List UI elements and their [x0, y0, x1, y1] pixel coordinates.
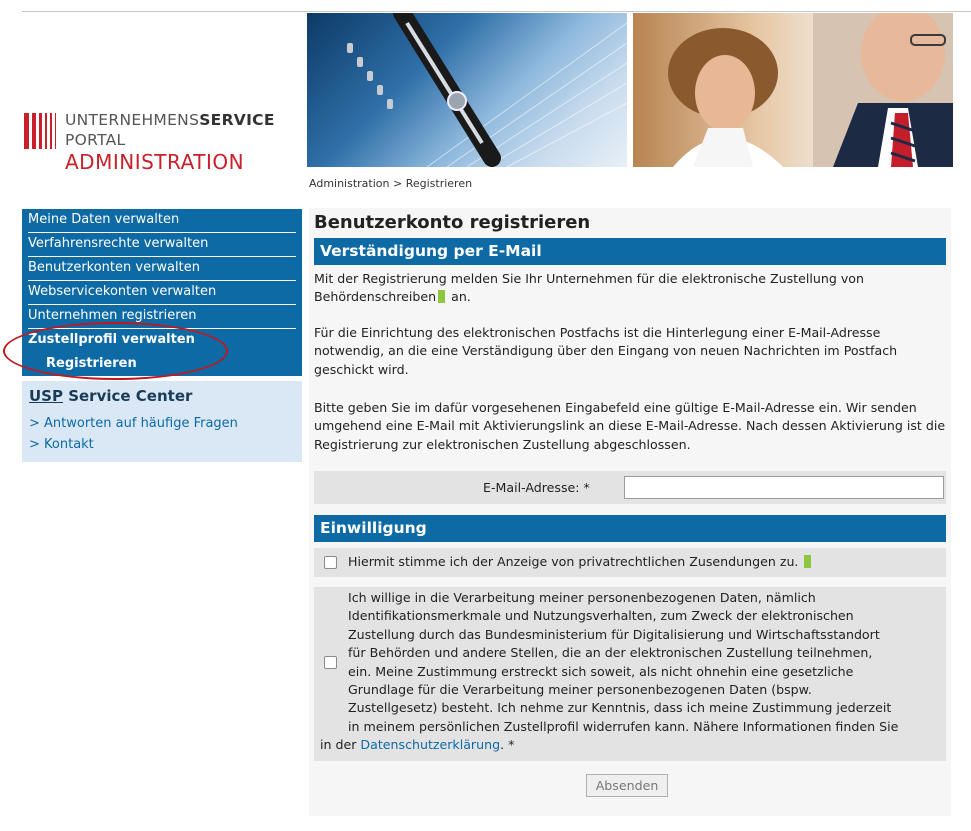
nav-item-benutzerkonten[interactable]: Benutzerkonten verwalten	[28, 257, 296, 281]
intro-paragraph: Mit der Registrierung melden Sie Ihr Unternehmen für die elektronische Zustellung von Behördenschreiben an.	[314, 271, 864, 305]
postfach-paragraph: Für die Einrichtung des elektronischen Postfachs ist die Hinterlegung einer E-Mail-Adresse notwendig, an die eine Verständigung über den Eingang von neuen Nachrichten im Postfach geschickt wird.	[314, 325, 898, 377]
info-icon-consent[interactable]	[804, 555, 811, 568]
nav-item-unternehmen-registrieren[interactable]: Unternehmen registrieren	[28, 305, 296, 329]
section-header-consent: Einwilligung	[314, 515, 946, 542]
breadcrumb[interactable]: Administration > Registrieren	[309, 177, 473, 190]
submit-button[interactable]: Absenden	[586, 774, 668, 797]
faq-link[interactable]: > Antworten auf häufige Fragen	[29, 416, 238, 431]
left-navigation	[22, 209, 302, 376]
section-header-email: Verständigung per E-Mail	[314, 238, 946, 265]
privacy-policy-link[interactable]: Datenschutzerklärung	[360, 737, 501, 752]
logo-line2: PORTAL	[65, 131, 126, 149]
portal-logo[interactable]	[24, 111, 294, 173]
service-center-box	[22, 381, 302, 462]
contact-link[interactable]: > Kontakt	[29, 437, 94, 452]
logo-line3: ADMINISTRATION	[65, 150, 245, 174]
info-icon[interactable]	[438, 290, 445, 303]
service-center-title: USP Service Center	[29, 387, 193, 405]
logo-line1: UNTERNEHMENSSERVICE	[65, 111, 275, 129]
nav-item-meine-daten[interactable]: Meine Daten verwalten	[28, 209, 296, 233]
consent-row-data	[314, 587, 946, 761]
email-input[interactable]	[624, 476, 944, 499]
consent-row-private	[314, 548, 946, 577]
nav-item-verfahrensrechte[interactable]: Verfahrensrechte verwalten	[28, 233, 296, 257]
nav-item-webservicekonten[interactable]: Webservicekonten verwalten	[28, 281, 296, 305]
consent-private-text: Hiermit stimme ich der Anzeige von privatrechtlichen Zusendungen zu.	[348, 553, 813, 571]
main-content	[309, 208, 951, 816]
consent-data-text: Ich willige in die Verarbeitung meiner personenbezogenen Daten, nämlich Identifikationsmerkmale und Nutzungsverhalten, zum Zweck der elektronischen Zustellung durch das Bundesministerium für Digitalisierung und Wirtschaftsstandort für Behörden und andere Stellen, die an der elektronischen Zustellung teilnehmen, ein. Meine Zustimmung erstreckt sich soweit, als nicht ohnehin eine gesetzliche Grundlage für die Verarbeitung meiner personenbezogenen Daten (bspw. Zustellgesetz) besteht. Ich nehme zur Kenntnis, dass ich meine Zustimmung jederzeit in meinem persönlichen Zustellprofil widerrufen kann. Nähere Informationen finden Sie	[348, 590, 899, 734]
email-field-row	[314, 471, 946, 504]
email-label: E-Mail-Adresse: *	[483, 480, 590, 495]
top-divider	[22, 11, 971, 12]
consent-data-checkbox[interactable]	[324, 656, 337, 669]
nav-item-zustellprofil[interactable]: Zustellprofil verwalten	[28, 332, 195, 347]
nav-subitem-registrieren[interactable]: Registrieren	[46, 356, 137, 371]
consent-private-checkbox[interactable]	[324, 556, 337, 569]
page-title: Benutzerkonto registrieren	[314, 212, 591, 233]
logo-bars-icon	[24, 113, 60, 149]
header-image-pen	[307, 13, 627, 167]
header-image-people	[633, 13, 953, 167]
email-instructions-paragraph: Bitte geben Sie im dafür vorgesehenen Eingabefeld eine gültige E-Mail-Adresse ein. Wir senden umgehend eine E-Mail mit Aktivierungslink an diese E-Mail-Adresse. Nach dessen Aktivierung ist die Registrierung zur elektronischen Zustellung abgeschlossen.	[314, 400, 946, 452]
consent-data-text-last: in der Datenschutzerklärung. *	[320, 737, 515, 752]
